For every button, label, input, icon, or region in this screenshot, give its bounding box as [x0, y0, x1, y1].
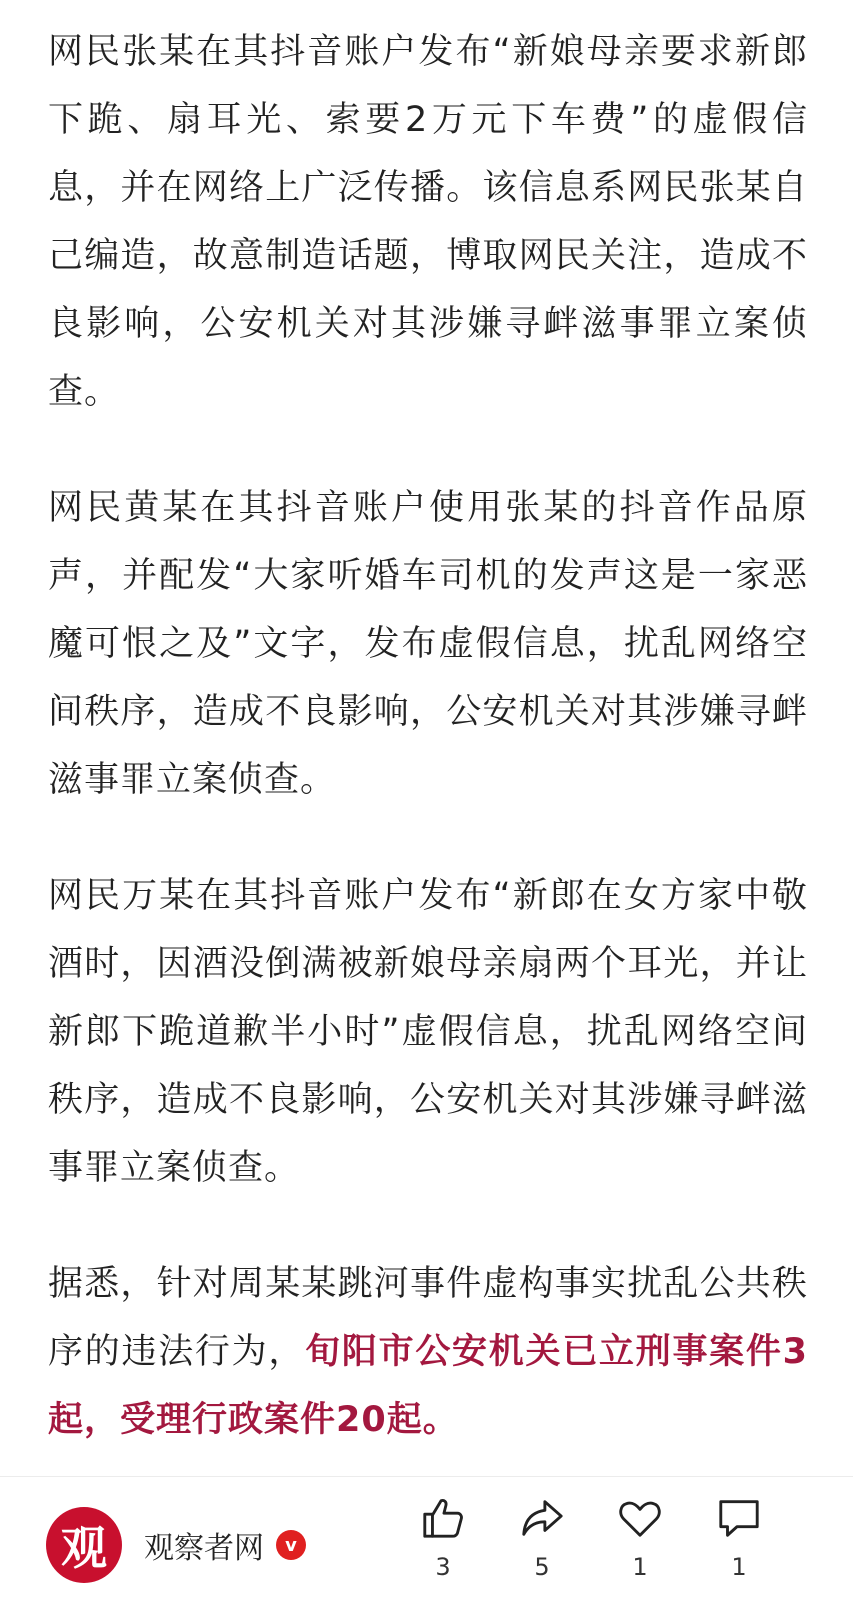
article-paragraph-4	[48, 1250, 808, 1454]
comment-button[interactable]	[699, 1495, 779, 1581]
article-paragraph-3: 网民万某在其抖音账户发布“新郎在女方家中敬酒时，因酒没倒满被新娘母亲扇两个耳光，并让新郎下跪道歉半小时”虚假信息，扰乱网络空间秩序，造成不良影响，公安机关对其涉嫌寻衅滋事罪立案侦查。	[48, 876, 808, 1188]
author-avatar[interactable]: 观	[46, 1507, 122, 1583]
thumbs-up-icon	[420, 1495, 466, 1541]
author-info[interactable]	[46, 1507, 306, 1583]
article-paragraph-1: 网民张某在其抖音账户发布“新娘母亲要求新郎下跪、扇耳光、索要2万元下车费”的虚假信息，并在网络上广泛传播。该信息系网民张某自己编造，故意制造话题，博取网民关注，造成不良影响，公安机关对其涉嫌寻衅滋事罪立案侦查。	[48, 32, 808, 412]
like-count: 3	[435, 1553, 451, 1581]
share-button[interactable]	[502, 1495, 582, 1581]
bottom-action-bar	[0, 1476, 853, 1618]
favorite-count: 1	[632, 1553, 648, 1581]
verified-badge-icon: v	[276, 1530, 306, 1560]
article-highlight-text: 旬阳市公安机关已立刑事案件3起，受理行政案件20起。	[48, 1332, 808, 1440]
share-count: 5	[534, 1553, 550, 1581]
author-name[interactable]: 观察者网	[144, 1531, 264, 1566]
article-paragraph-4-text: 据悉，针对周某某跳河事件虚构事实扰乱公共秩序的违法行为，	[48, 1264, 808, 1372]
share-icon	[519, 1495, 565, 1541]
favorite-button[interactable]	[600, 1495, 680, 1581]
comment-count: 1	[731, 1553, 747, 1581]
heart-icon	[617, 1495, 663, 1541]
article-paragraph-2: 网民黄某在其抖音账户使用张某的抖音作品原声，并配发“大家听婚车司机的发声这是一家恶魔可恨之及”文字，发布虚假信息，扰乱网络空间秩序，造成不良影响，公安机关对其涉嫌寻衅滋事罪立案侦查。	[48, 488, 808, 800]
like-button[interactable]	[403, 1495, 483, 1581]
article-body	[48, 18, 808, 1454]
comment-icon	[716, 1495, 762, 1541]
